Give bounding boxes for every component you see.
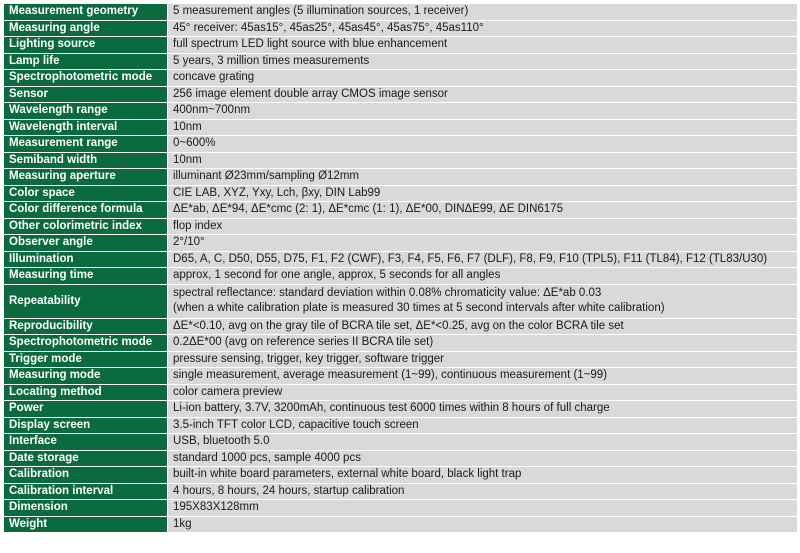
spec-label: Trigger mode [4,351,168,368]
spec-value: single measurement, average measurement (1~99), continuous measurement (1~99) [168,368,798,385]
spec-value: 2°/10° [168,235,798,252]
spec-label: Measuring angle [4,20,168,37]
spec-row-sensor [4,86,798,103]
spec-value: standard 1000 pcs, sample 4000 pcs [168,450,798,467]
spec-label: Semiband width [4,152,168,169]
spec-value: 10nm [168,119,798,136]
spec-row-color-difference-formula [4,202,798,219]
spec-row-measurement-geometry [4,4,798,21]
spec-row-weight [4,516,798,533]
spec-value: 10nm [168,152,798,169]
spec-value: 4 hours, 8 hours, 24 hours, startup calibration [168,483,798,500]
spec-value: 5 measurement angles (5 illumination sources, 1 receiver) [168,4,798,21]
spec-label: Spectrophotometric mode [4,70,168,87]
spec-value: flop index [168,218,798,235]
spec-row-reproducibility [4,318,798,335]
spec-label: Wavelength interval [4,119,168,136]
spec-row-measurement-range [4,136,798,153]
spec-label: Measuring mode [4,368,168,385]
spec-value: 0.2ΔE*00 (avg on reference series II BCRA tile set) [168,335,798,352]
spec-value: ΔE*ab, ΔE*94, ΔE*cmc (2: 1), ΔE*cmc (1: 1), ΔE*00, DINΔE99, ΔE DIN6175 [168,202,798,219]
spec-label: Observer angle [4,235,168,252]
spec-value: 3.5-inch TFT color LCD, capacitive touch screen [168,417,798,434]
spec-label: Reproducibility [4,318,168,335]
spec-label: Sensor [4,86,168,103]
spec-row-illumination [4,251,798,268]
spec-row-spectrophotometric-mode [4,70,798,87]
spec-label: Repeatability [4,284,168,318]
spec-row-observer-angle [4,235,798,252]
spec-value: approx, 1 second for one angle, approx, 5 seconds for all angles [168,268,798,285]
spec-row-calibration [4,467,798,484]
spec-value: concave grating [168,70,798,87]
spec-row-wavelength-range [4,103,798,120]
spec-value: pressure sensing, trigger, key trigger, software trigger [168,351,798,368]
spec-label: Color difference formula [4,202,168,219]
spec-row-trigger-mode [4,351,798,368]
spec-label: Measuring time [4,268,168,285]
specification-table-body [4,4,798,533]
spec-label: Lighting source [4,37,168,54]
spec-row-locating-method [4,384,798,401]
spec-row-dimension [4,500,798,517]
spec-label: Dimension [4,500,168,517]
spec-label: Power [4,401,168,418]
spec-value: 5 years, 3 million times measurements [168,53,798,70]
spec-value-line: spectral reflectance: standard deviation within 0.08% chromaticity value: ΔE*ab 0.03 [173,287,602,299]
spec-label: Measurement geometry [4,4,168,21]
spec-value: 256 image element double array CMOS image sensor [168,86,798,103]
spec-value: USB, bluetooth 5.0 [168,434,798,451]
spec-value: D65, A, C, D50, D55, D75, F1, F2 (CWF), F3, F4, F5, F6, F7 (DLF), F8, F9, F10 (TPL5), F11 (TL84), F12 (TL83/U30) [168,251,798,268]
spec-value: 1kg [168,516,798,533]
spec-label: Measuring aperture [4,169,168,186]
spec-row-wavelength-interval [4,119,798,136]
spec-label: Locating method [4,384,168,401]
spec-row-color-space [4,185,798,202]
spec-label: Wavelength range [4,103,168,120]
spec-row-measuring-aperture [4,169,798,186]
spec-label: Weight [4,516,168,533]
specification-table [3,3,798,533]
spec-value: 400nm~700nm [168,103,798,120]
spec-row-spectrophotometric-mode-2 [4,335,798,352]
spec-row-measuring-time [4,268,798,285]
spec-label: Calibration interval [4,483,168,500]
spec-label: Illumination [4,251,168,268]
spec-label: Other colorimetric index [4,218,168,235]
spec-value: ΔE*<0.10, avg on the gray tile of BCRA tile set, ΔE*<0.25, avg on the color BCRA tile set [168,318,798,335]
spec-value-line: (when a white calibration plate is measured 30 times at 5 second intervals after white calibration) [173,302,665,314]
spec-label: Calibration [4,467,168,484]
spec-value: color camera preview [168,384,798,401]
spec-row-power [4,401,798,418]
spec-value: full spectrum LED light source with blue enhancement [168,37,798,54]
spec-row-display-screen [4,417,798,434]
spec-label: Spectrophotometric mode [4,335,168,352]
spec-row-measuring-mode [4,368,798,385]
spec-label: Color space [4,185,168,202]
spec-row-calibration-interval [4,483,798,500]
spec-label: Measurement range [4,136,168,153]
spec-value [168,284,798,318]
spec-label: Interface [4,434,168,451]
spec-label: Display screen [4,417,168,434]
spec-value: illuminant Ø23mm/sampling Ø12mm [168,169,798,186]
spec-row-date-storage [4,450,798,467]
spec-row-lamp-life [4,53,798,70]
spec-label: Lamp life [4,53,168,70]
spec-row-semiband-width [4,152,798,169]
spec-row-repeatability [4,284,798,318]
spec-value: 195X83X128mm [168,500,798,517]
spec-label: Date storage [4,450,168,467]
spec-value: 0~600% [168,136,798,153]
spec-row-measuring-angle [4,20,798,37]
spec-row-lighting-source [4,37,798,54]
spec-row-other-colorimetric-index [4,218,798,235]
spec-value: 45° receiver: 45as15°, 45as25°, 45as45°, 45as75°, 45as110° [168,20,798,37]
spec-value: CIE LAB, XYZ, Yxy, Lch, βxy, DIN Lab99 [168,185,798,202]
spec-value: Li-ion battery, 3.7V, 3200mAh, continuous test 6000 times within 8 hours of full charge [168,401,798,418]
spec-value: built-in white board parameters, external white board, black light trap [168,467,798,484]
spec-row-interface [4,434,798,451]
